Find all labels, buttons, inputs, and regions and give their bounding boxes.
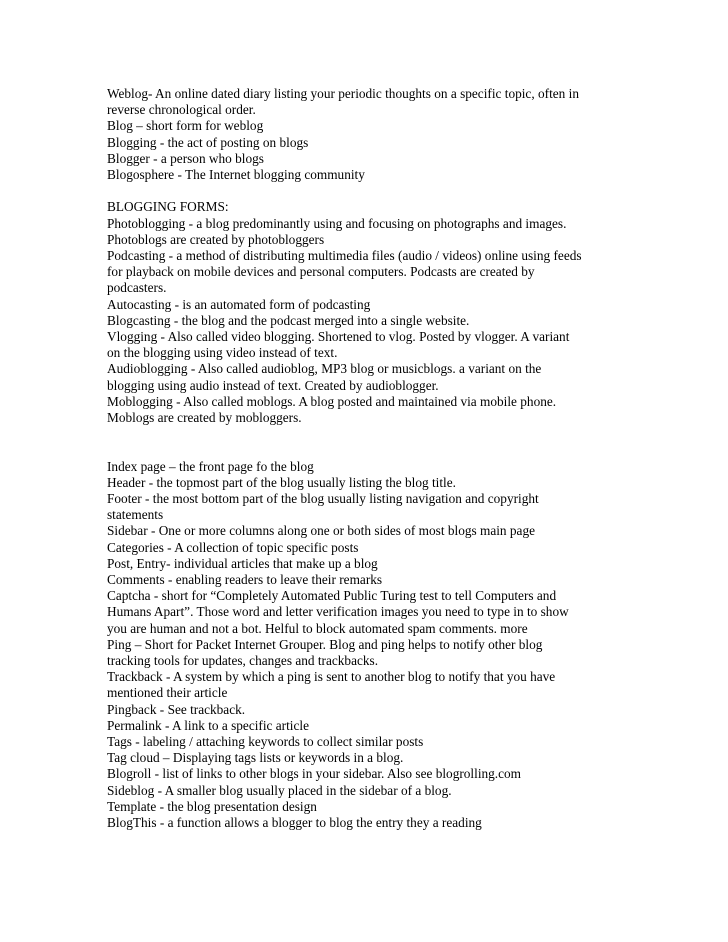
text-line: Permalink - A link to a specific article (107, 717, 309, 733)
text-line: Photoblogs are created by photobloggers (107, 231, 325, 247)
text-line: Ping – Short for Packet Internet Grouper. Blog and ping helps to notify other blog (107, 636, 543, 652)
text-line: Footer - the most bottom part of the blog usually listing navigation and copyright (107, 491, 539, 507)
paragraph-spacer (107, 442, 627, 458)
text-line: tracking tools for updates, changes and trackbacks. (107, 653, 379, 669)
text-line: blogging using audio instead of text. Created by audioblogger. (107, 377, 439, 393)
text-line: Audioblogging - Also called audioblog, MP3 blog or musicblogs. a variant on the (107, 361, 542, 377)
text-line: Trackback - A system by which a ping is sent to another blog to notify that you have (107, 669, 556, 685)
text-line: Blogging - the act of posting on blogs (107, 134, 309, 150)
text-line: Podcasting - a method of distributing multimedia files (audio / videos) online using feeds (107, 248, 582, 264)
text-line: BlogThis - a function allows a blogger to blog the entry they a reading (107, 815, 482, 831)
text-line: for playback on mobile devices and personal computers. Podcasts are created by (107, 264, 535, 280)
blogging-forms-section (107, 199, 627, 426)
text-line: Sideblog - A smaller blog usually placed in the sidebar of a blog. (107, 782, 452, 798)
document-body (107, 86, 627, 831)
text-line: Blogosphere - The Internet blogging community (107, 167, 365, 183)
text-line: Autocasting - is an automated form of podcasting (107, 296, 371, 312)
text-line: reverse chronological order. (107, 102, 256, 118)
text-line: Sidebar - One or more columns along one or both sides of most blogs main page (107, 523, 536, 539)
text-line: Moblogging - Also called moblogs. A blog posted and maintained via mobile phone. (107, 393, 557, 409)
text-line: Blog – short form for weblog (107, 118, 264, 134)
text-line: Index page – the front page fo the blog (107, 458, 314, 474)
text-line: Pingback - See trackback. (107, 701, 246, 717)
text-line: Template - the blog presentation design (107, 798, 317, 814)
text-line: Comments - enabling readers to leave their remarks (107, 572, 383, 588)
text-line: podcasters. (107, 280, 167, 296)
text-line: Moblogs are created by mobloggers. (107, 410, 302, 426)
text-line: Header - the topmost part of the blog usually listing the blog title. (107, 474, 456, 490)
text-line: Tag cloud – Displaying tags lists or keywords in a blog. (107, 750, 404, 766)
text-line: Blogcasting - the blog and the podcast merged into a single website. (107, 312, 470, 328)
text-line: Captcha - short for “Completely Automated Public Turing test to tell Computers and (107, 588, 557, 604)
text-line: Photoblogging - a blog predominantly using and focusing on photographs and images. (107, 215, 567, 231)
section-heading: BLOGGING FORMS: (107, 199, 229, 215)
text-line: on the blogging using video instead of text. (107, 345, 338, 361)
text-line: you are human and not a bot. Helful to block automated spam comments. more (107, 620, 528, 636)
paragraph-spacer (107, 183, 627, 199)
text-line: Humans Apart”. Those word and letter verification images you need to type in to show (107, 604, 569, 620)
text-line: Categories - A collection of topic specific posts (107, 539, 359, 555)
text-line: Post, Entry- individual articles that make up a blog (107, 555, 378, 571)
text-line: statements (107, 507, 164, 523)
text-line: mentioned their article (107, 685, 228, 701)
paragraph-spacer (107, 426, 627, 442)
text-line: Weblog- An online dated diary listing your periodic thoughts on a specific topic, often in (107, 86, 579, 101)
text-line: Blogger - a person who blogs (107, 150, 264, 166)
text-line: Blogroll - list of links to other blogs in your sidebar. Also see blogrolling.com (107, 766, 522, 782)
text-line: Vlogging - Also called video blogging. Shortened to vlog. Posted by vlogger. A variant (107, 329, 570, 345)
blog-terms-section (107, 459, 627, 832)
definitions-section (107, 86, 627, 183)
text-line: Tags - labeling / attaching keywords to collect similar posts (107, 734, 424, 750)
